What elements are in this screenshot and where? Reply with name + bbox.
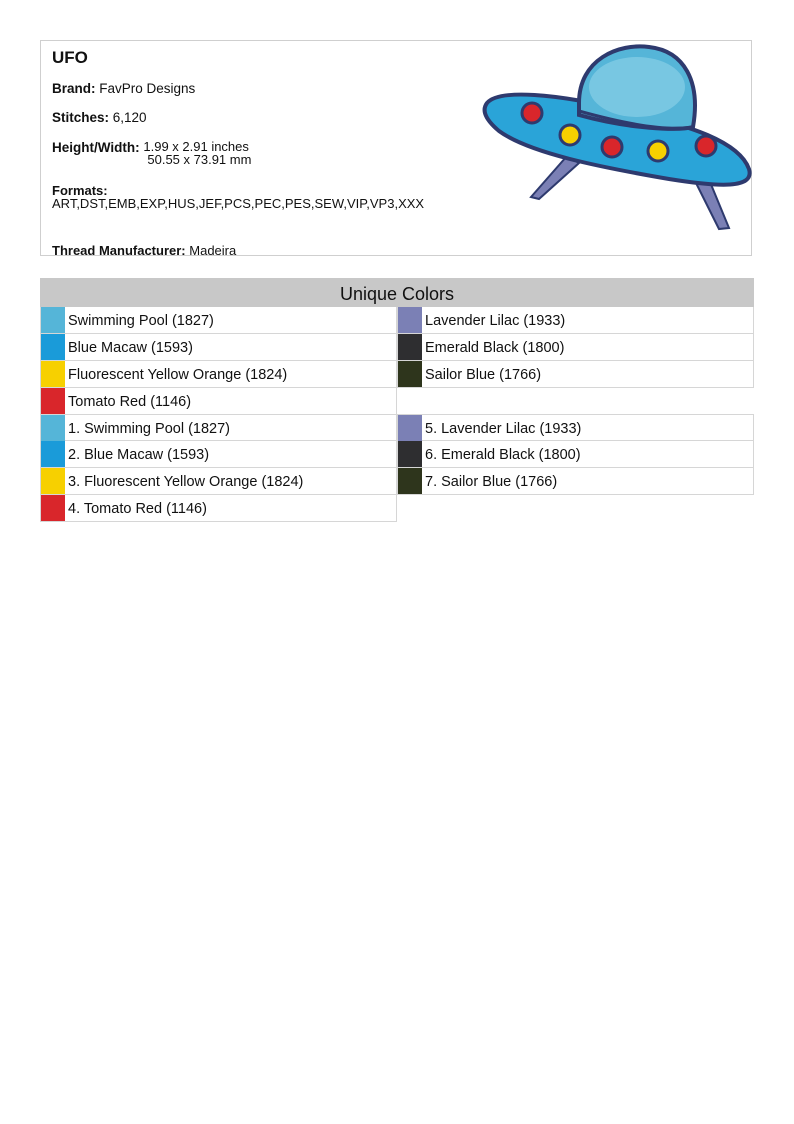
color-swatch — [398, 468, 422, 494]
stitches-value: 6,120 — [112, 110, 147, 125]
unique-color-row — [40, 361, 397, 388]
thread-manufacturer-label: Thread Manufacturer: — [52, 243, 186, 258]
color-label: 6. Emerald Black (1800) — [425, 447, 581, 463]
height-width-inches: 1.99 x 2.91 inches — [143, 139, 249, 154]
formats-label: Formats: — [52, 183, 108, 198]
ufo-embroidery-image — [479, 41, 753, 241]
color-swatch — [398, 441, 422, 467]
color-swatch — [41, 441, 65, 467]
color-swatch — [41, 388, 65, 414]
stitches-label: Stitches: — [52, 110, 110, 125]
color-label: Swimming Pool (1827) — [68, 313, 214, 329]
sequence-color-row — [397, 441, 754, 468]
formats-value: ART,DST,EMB,EXP,HUS,JEF,PCS,PEC,PES,SEW,VIP,VP3,XXX — [52, 196, 425, 211]
unique-color-row — [40, 388, 397, 415]
color-swatch — [398, 361, 422, 387]
color-label: 1. Swimming Pool (1827) — [68, 421, 230, 437]
color-label: 3. Fluorescent Yellow Orange (1824) — [68, 474, 304, 490]
sequence-color-row — [40, 468, 397, 495]
color-swatch — [41, 495, 65, 521]
color-swatch — [398, 307, 422, 333]
color-swatch — [398, 334, 422, 360]
color-label: Fluorescent Yellow Orange (1824) — [68, 367, 288, 383]
height-width-values — [143, 140, 251, 166]
sequence-color-row — [397, 468, 754, 495]
brand-field — [52, 81, 195, 96]
color-label: Emerald Black (1800) — [425, 340, 565, 356]
unique-colors-header: Unique Colors — [40, 278, 754, 307]
brand-value: FavPro Designs — [99, 81, 196, 96]
color-label: Tomato Red (1146) — [68, 394, 192, 410]
color-swatch — [41, 361, 65, 387]
height-width-label: Height/Width: — [52, 140, 140, 155]
brand-label: Brand: — [52, 81, 96, 96]
unique-color-row — [397, 361, 754, 388]
design-info-box — [40, 40, 752, 256]
color-label: Sailor Blue (1766) — [425, 367, 542, 383]
color-label: Lavender Lilac (1933) — [425, 313, 566, 329]
color-swatch — [41, 468, 65, 494]
sequence-color-row — [397, 414, 754, 441]
sequence-color-row — [40, 414, 397, 441]
unique-color-row — [397, 307, 754, 334]
color-label: 5. Lavender Lilac (1933) — [425, 421, 582, 437]
color-swatch — [41, 415, 65, 441]
unique-color-row — [40, 307, 397, 334]
sequence-color-row — [40, 495, 397, 522]
color-swatch — [41, 334, 65, 360]
color-label: Blue Macaw (1593) — [68, 340, 193, 356]
color-swatch — [398, 415, 422, 441]
color-label: 7. Sailor Blue (1766) — [425, 474, 558, 490]
formats-field — [52, 184, 477, 210]
unique-color-row — [397, 334, 754, 361]
stitches-field — [52, 110, 147, 125]
height-width-mm: 50.55 x 73.91 mm — [147, 152, 252, 167]
thread-manufacturer-field — [52, 243, 236, 258]
thread-manufacturer-value: Madeira — [189, 243, 237, 258]
design-title: UFO — [52, 48, 88, 67]
color-label: 2. Blue Macaw (1593) — [68, 447, 210, 463]
color-swatch — [41, 307, 65, 333]
sequence-color-row — [40, 441, 397, 468]
height-width-field — [52, 140, 251, 166]
color-label: 4. Tomato Red (1146) — [68, 501, 207, 517]
unique-color-row — [40, 334, 397, 361]
